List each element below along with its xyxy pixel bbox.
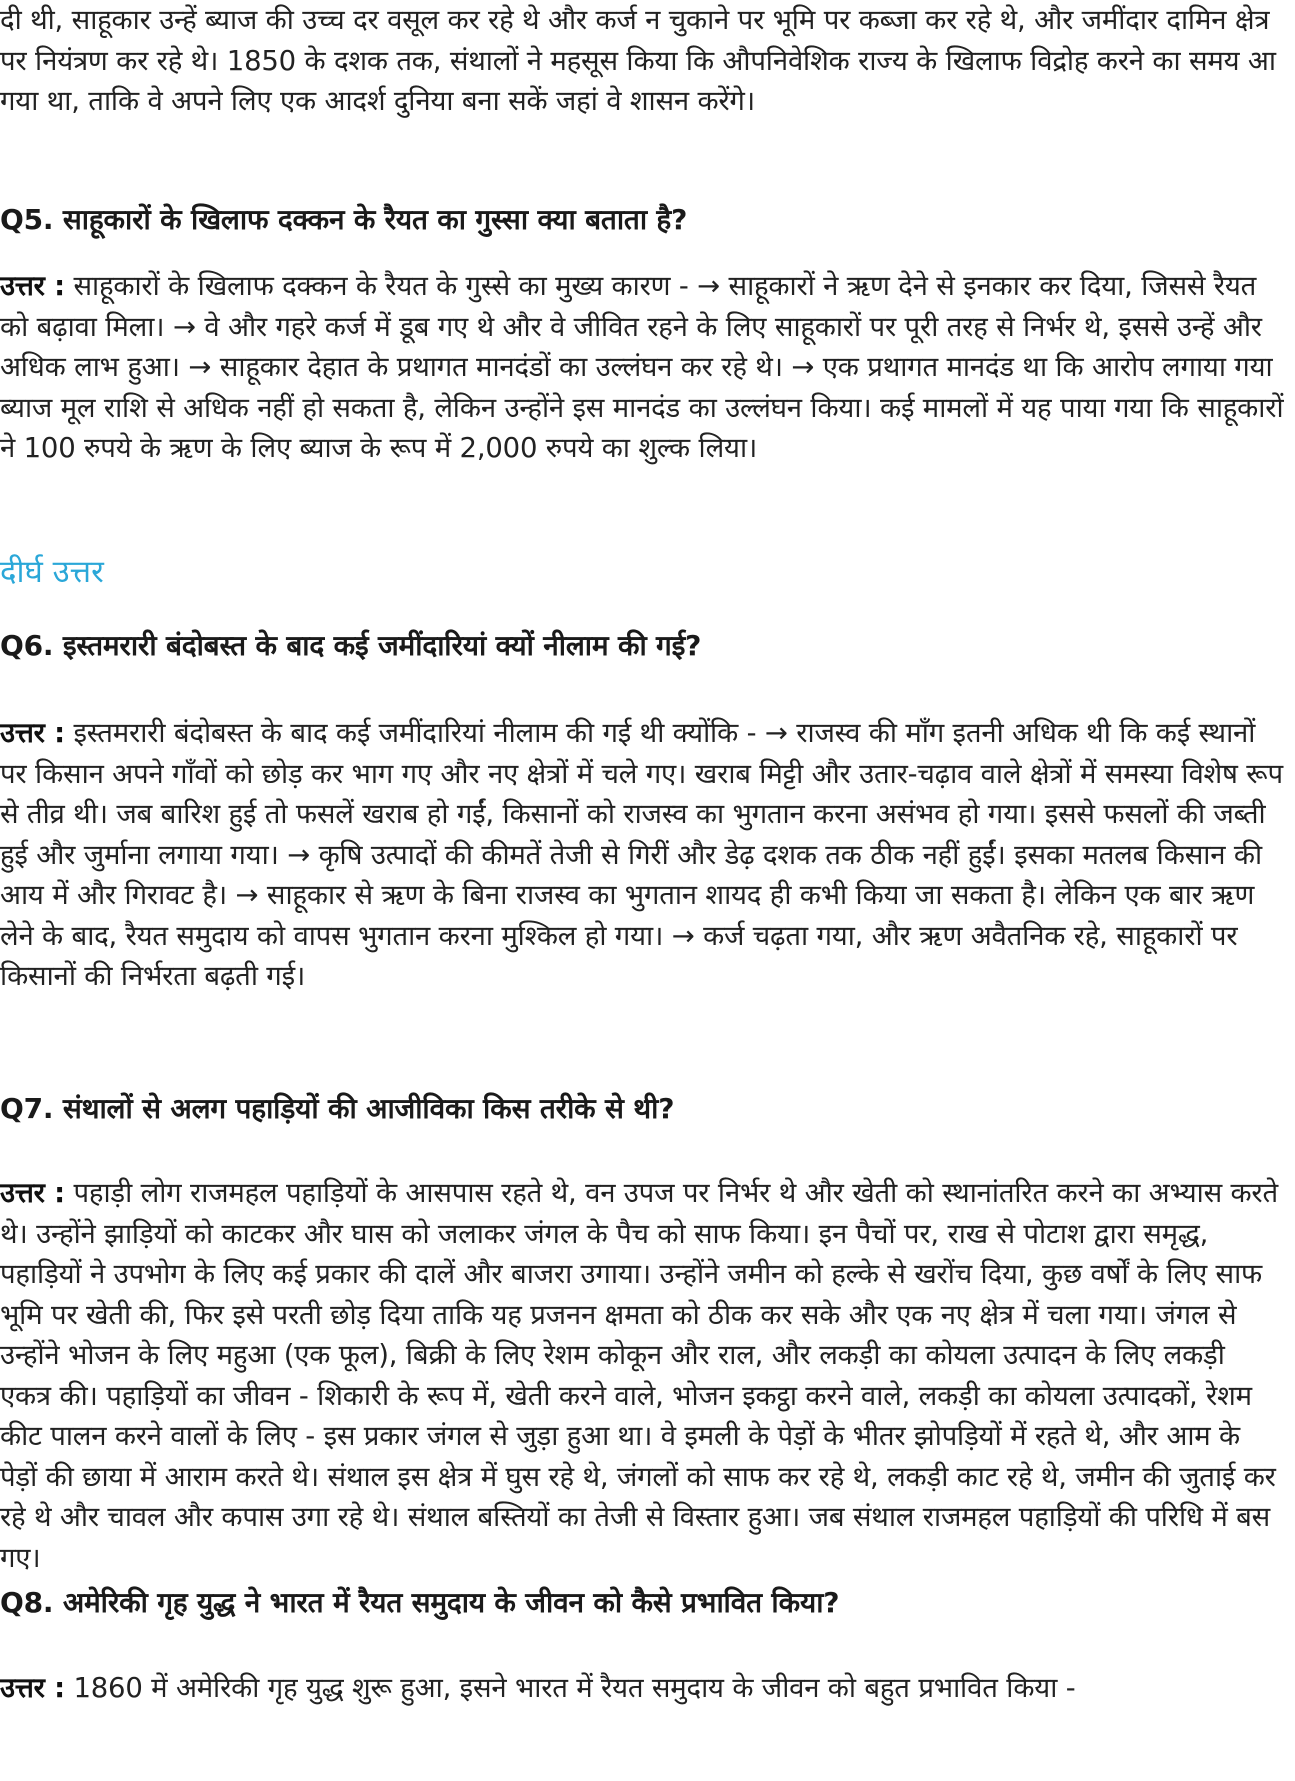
answer-label: उत्तर : (0, 1177, 65, 1209)
answer-label: उत्तर : (0, 270, 65, 302)
answer-label: उत्तर : (0, 1672, 65, 1704)
answer-5-text: साहूकारों के खिलाफ दक्कन के रैयत के गुस्से का मुख्य कारण - → साहूकारों ने ऋण देने से इनकार कर दिया, जिससे रैयत को बढ़ावा मिला। → वे और गहरे कर्ज में डूब गए थे और वे जीवित रहने के लिए साहूकारों पर पूरी तरह से निर्भर थे, इससे उन्हें और अधिक लाभ हुआ। → साहूकार देहात के प्रथागत मानदंडों का उल्लंघन कर रहे थे। → एक प्रथागत मानदंड था कि आरोप लगाया गया ब्याज मूल राशि से अधिक नहीं हो सकता है, लेकिन उन्होंने इस मानदंड का उल्लंघन किया। कई मामलों में यह पाया गया कि साहूकारों ने 100 रुपये के ऋण के लिए ब्याज के रूप में 2,000 रुपये का शुल्क लिया। (0, 270, 1284, 464)
answer-5 (0, 266, 1284, 469)
question-6: Q6. इस्तमरारी बंदोबस्त के बाद कई जमींदारियां क्यों नीलाम की गई? (0, 629, 702, 662)
question-7: Q7. संथालों से अलग पहाड़ियों की आजीविका किस तरीके से थी? (0, 1092, 675, 1125)
answer-6-text: इस्तमरारी बंदोबस्त के बाद कई जमींदारियां नीलाम की गई थी क्योंकि - → राजस्व की माँग इतनी अधिक थी कि कई स्थानों पर किसान अपने गाँवों को छोड़ कर भाग गए और नए क्षेत्रों में चले गए। खराब मिट्टी और उतार-चढ़ाव वाले क्षेत्रों में समस्या विशेष रूप से तीव्र थी। जब बारिश हुई तो फसलें खराब हो गईं, किसानों को राजस्व का भुगतान करना असंभव हो गया। इससे फसलों की जब्ती हुई और जुर्माना लगाया गया। → कृषि उत्पादों की कीमतें तेजी से गिरीं और डेढ़ दशक तक ठीक नहीं हुईं। इसका मतलब किसान की आय में और गिरावट है। → साहूकार से ऋण के बिना राजस्व का भुगतान शायद ही कभी किया जा सकता है। लेकिन एक बार ऋण लेने के बाद, रैयत समुदाय को वापस भुगतान करना मुश्किल हो गया। → कर्ज चढ़ता गया, और ऋण अवैतनिक रहे, साहूकारों पर किसानों की निर्भरता बढ़ती गई। (0, 717, 1283, 992)
intro-paragraph: दी थी, साहूकार उन्हें ब्याज की उच्च दर वसूल कर रहे थे और कर्ज न चुकाने पर भूमि पर कब्जा कर रहे थे, और जमींदार दामिन क्षेत्र पर नियंत्रण कर रहे थे। 1850 के दशक तक, संथालों ने महसूस किया कि औपनिवेशिक राज्य के खिलाफ विद्रोह करने का समय आ गया था, ताकि वे अपने लिए एक आदर्श दुनिया बना सकें जहां वे शासन करेंगे। (0, 4, 1276, 117)
answer-label: उत्तर : (0, 717, 65, 749)
long-answer-heading: दीर्घ उत्तर (0, 554, 104, 590)
question-5: Q5. साहूकारों के खिलाफ दक्कन के रैयत का गुस्सा क्या बताता है? (0, 203, 688, 236)
answer-7-text: पहाड़ी लोग राजमहल पहाड़ियों के आसपास रहते थे, वन उपज पर निर्भर थे और खेती को स्थानांतरित करने का अभ्यास करते थे। उन्होंने झाड़ियों को काटकर और घास को जलाकर जंगल के पैच को साफ किया। इन पैचों पर, राख से पोटाश द्वारा समृद्ध, पहाड़ियों ने उपभोग के लिए कई प्रकार की दालें और बाजरा उगाया। उन्होंने जमीन को हल्के से खरोंच दिया, कुछ वर्षों के लिए साफ भूमि पर खेती की, फिर इसे परती छोड़ दिया ताकि यह प्रजनन क्षमता को ठीक कर सके और एक नए क्षेत्र में चला गया। जंगल से उन्होंने भोजन के लिए महुआ (एक फूल), बिक्री के लिए रेशम कोकून और राल, और लकड़ी का कोयला उत्पादन के लिए लकड़ी एकत्र की। पहाड़ियों का जीवन - शिकारी के रूप में, खेती करने वाले, भोजन इकट्ठा करने वाले, लकड़ी का कोयला उत्पादकों, रेशम कीट पालन करने वालों के लिए - इस प्रकार जंगल से जुड़ा हुआ था। वे इमली के पेड़ों के भीतर झोपड़ियों में रहते थे, और आम के पेड़ों की छाया में आराम करते थे। संथाल इस क्षेत्र में घुस रहे थे, जंगलों को साफ कर रहे थे, लकड़ी काट रहे थे, जमीन की जुताई कर रहे थे और चावल और कपास उगा रहे थे। संथाल बस्तियों का तेजी से विस्तार हुआ। जब संथाल राजमहल पहाड़ियों की परिधि में बस गए। (0, 1177, 1278, 1574)
answer-8-text: 1860 में अमेरिकी गृह युद्ध शुरू हुआ, इसने भारत में रैयत समुदाय के जीवन को बहुत प्रभावित किया - (64, 1672, 1076, 1704)
question-8: Q8. अमेरिकी गृह युद्ध ने भारत में रैयत समुदाय के जीवन को कैसे प्रभावित किया? (0, 1586, 840, 1619)
answer-6 (0, 713, 1284, 997)
answer-7 (0, 1173, 1284, 1578)
answer-8 (0, 1668, 1284, 1709)
